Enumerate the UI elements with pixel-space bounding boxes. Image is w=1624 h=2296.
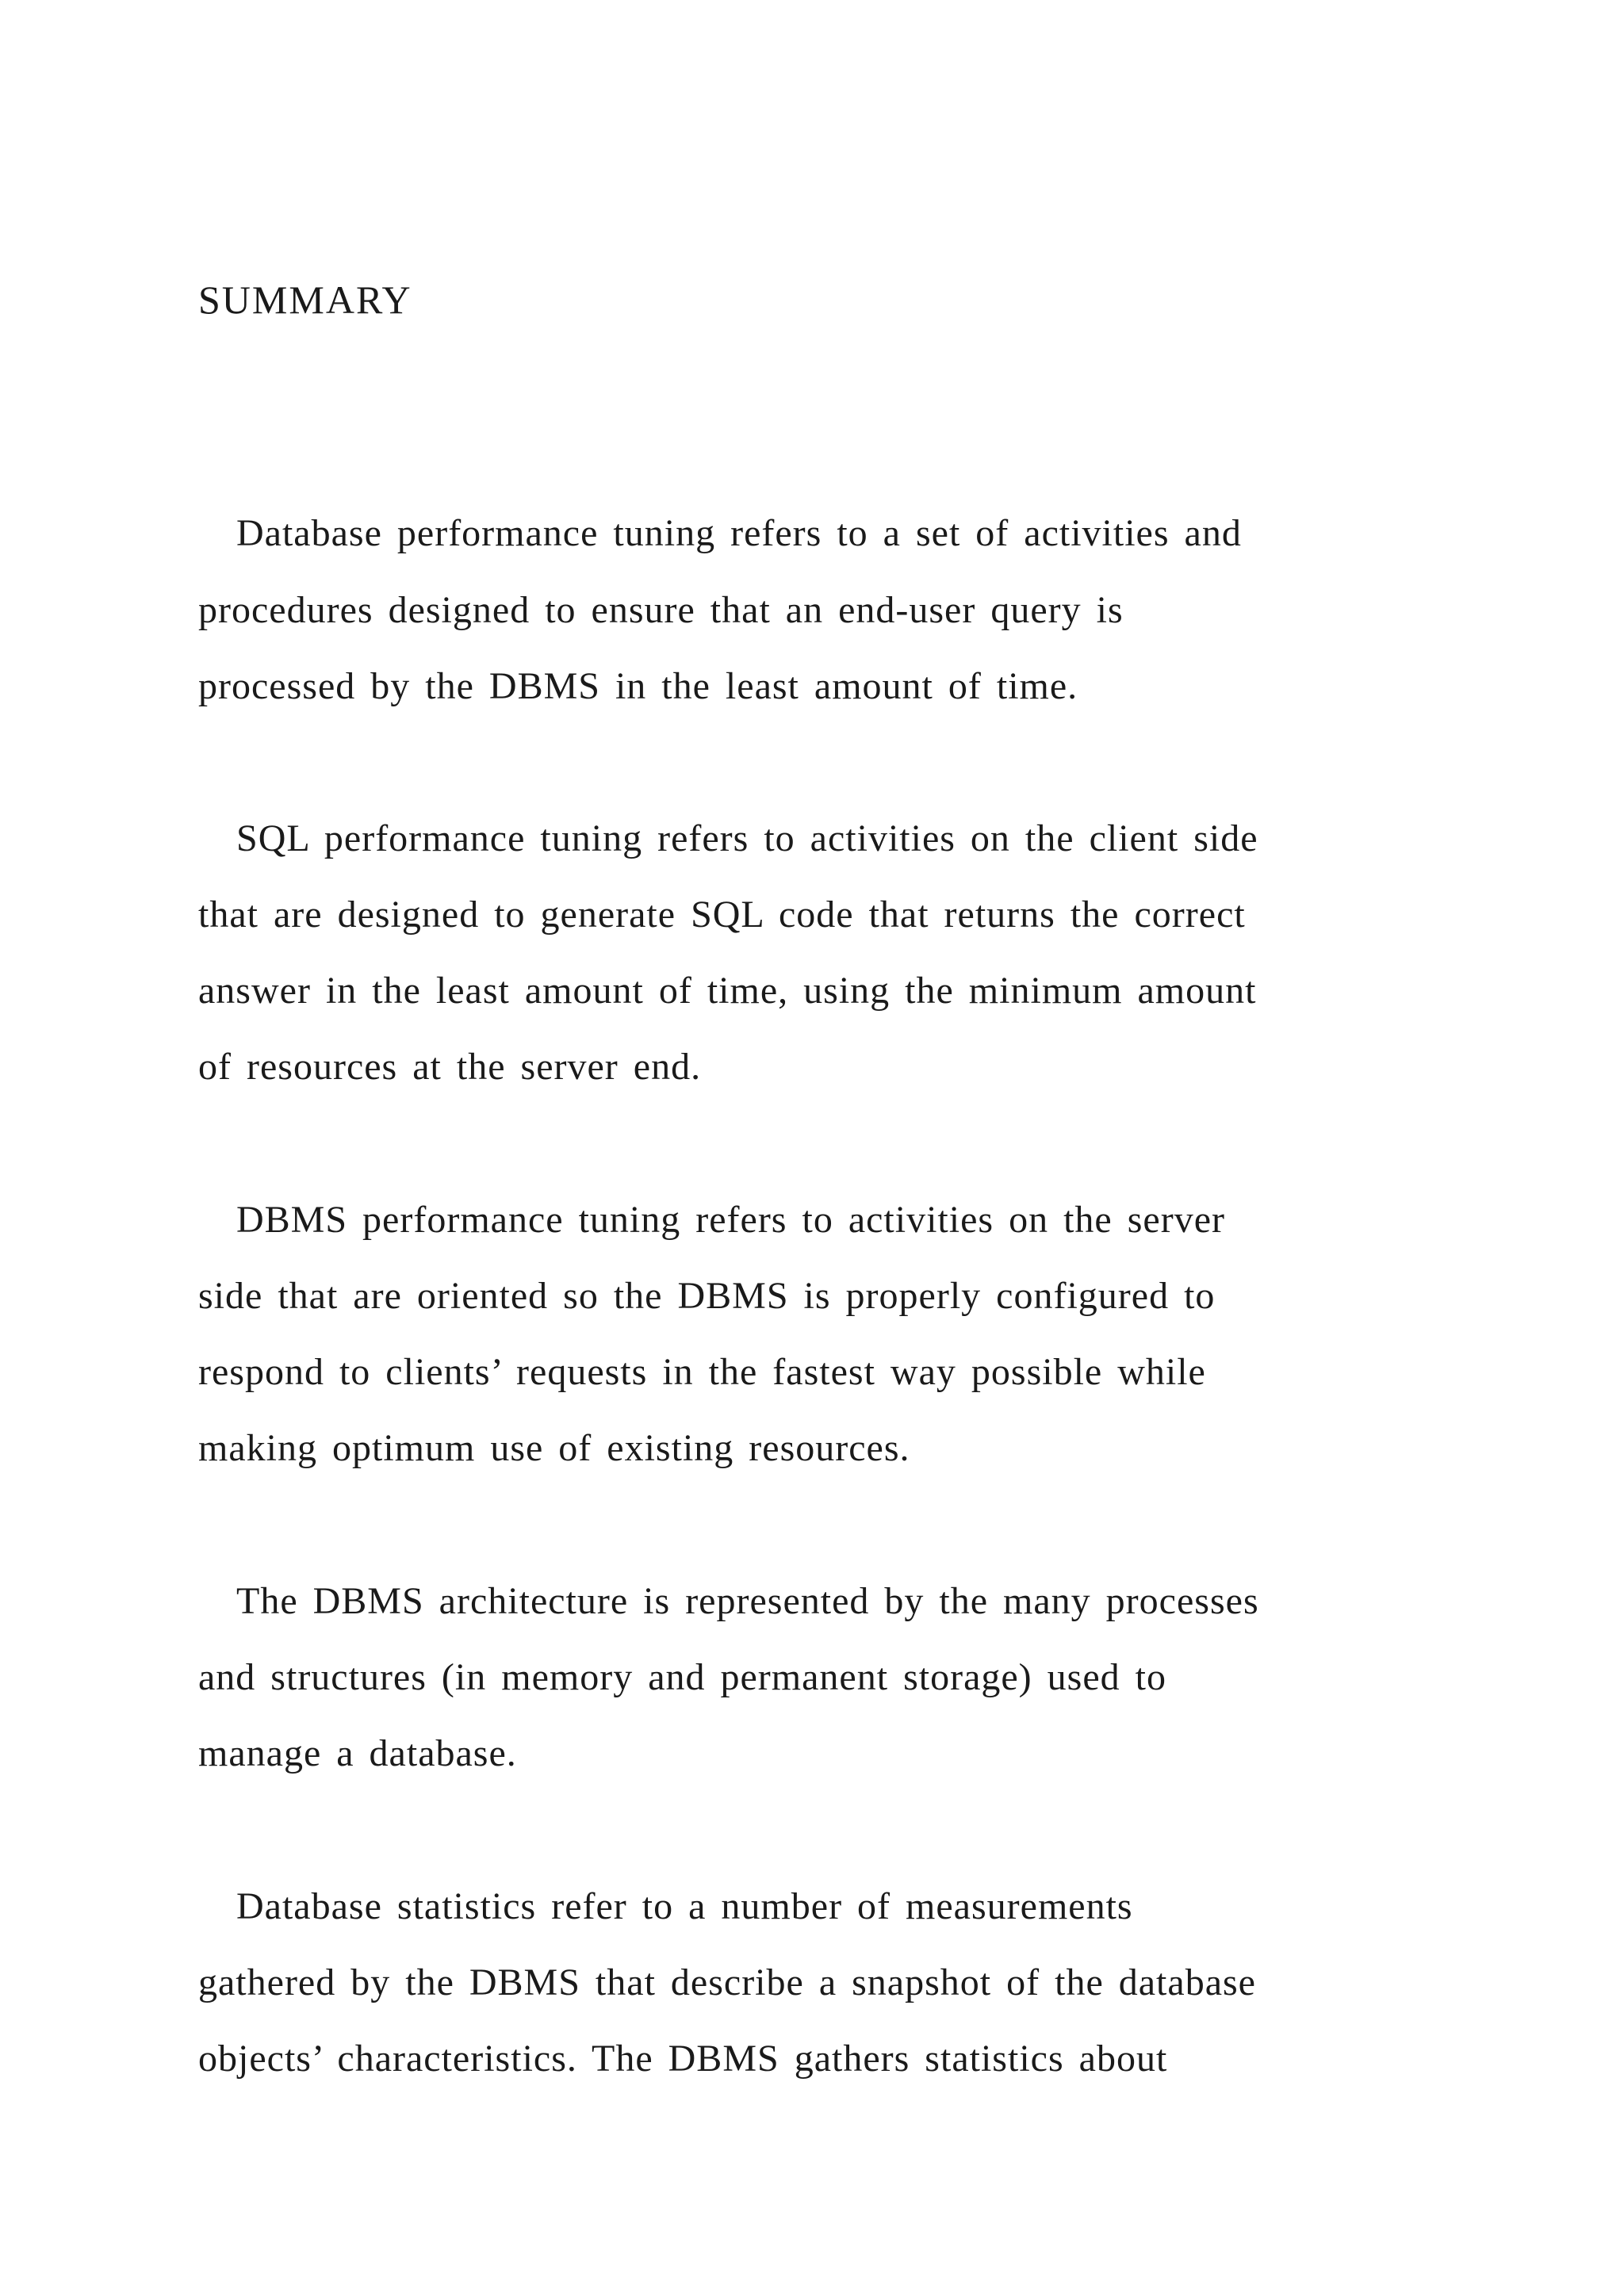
paragraph-5-line-2: gathered by the DBMS that describe a snapshot of the database [198,1961,1256,2003]
paragraph-4-line-1: The DBMS architecture is represented by the many processes [236,1580,1259,1622]
paragraph-1-line-2: procedures designed to ensure that an end-user query is [198,589,1124,631]
paragraph-2-line-2: that are designed to generate SQL code that returns the correct [198,894,1246,936]
summary-heading: SUMMARY [198,277,412,322]
paragraph-4-line-2: and structures (in memory and permanent storage) used to [198,1656,1166,1698]
paragraph-5-line-1: Database statistics refer to a number of measurements [236,1885,1133,1927]
paragraph-3-line-3: respond to clients’ requests in the fastest way possible while [198,1351,1206,1393]
paragraph-2-line-1: SQL performance tuning refers to activities on the client side [236,817,1258,859]
paragraph-2-line-3: answer in the least amount of time, using the minimum amount [198,970,1257,1012]
paragraph-2-line-4: of resources at the server end. [198,1046,702,1088]
paragraph-1-line-1: Database performance tuning refers to a set of activities and [236,512,1242,554]
paragraph-4-line-3: manage a database. [198,1732,517,1774]
paragraph-5-line-3: objects’ characteristics. The DBMS gathers statistics about [198,2038,1168,2080]
paragraph-3-line-1: DBMS performance tuning refers to activities on the server [236,1199,1225,1241]
paragraph-3-line-2: side that are oriented so the DBMS is properly configured to [198,1275,1216,1317]
paragraph-1-line-3: processed by the DBMS in the least amount of time. [198,665,1078,707]
paragraph-3-line-4: making optimum use of existing resources. [198,1427,910,1469]
